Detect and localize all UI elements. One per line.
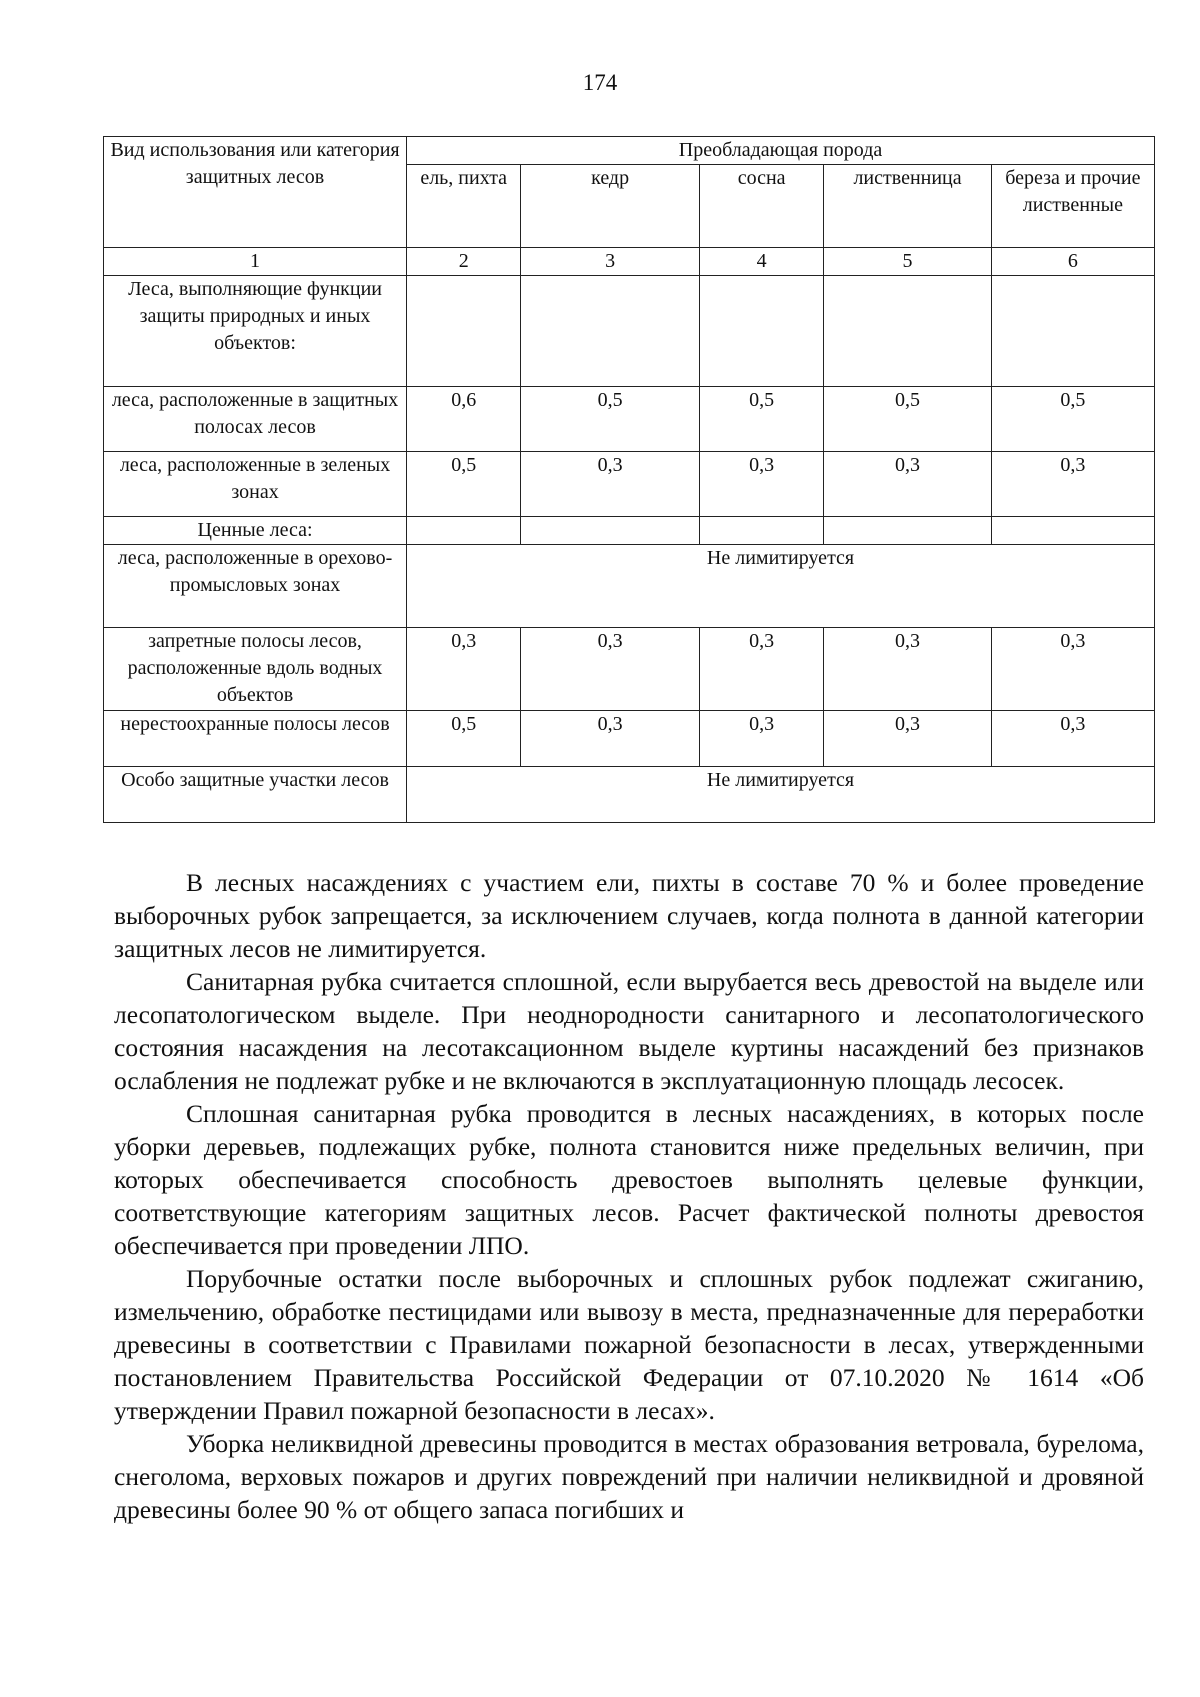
column-number: 6 (991, 248, 1154, 276)
column-number: 3 (521, 248, 700, 276)
table-cell: 0,5 (407, 711, 521, 767)
row-label: Леса, выполняющие функции защиты природных и иных объектов: (104, 276, 407, 387)
paragraph: Санитарная рубка считается сплошной, если вырубается весь древостой на выделе или лесопатологическом выделе. При неоднородности санитарного и лесопатологического состояния насаждения на лесотаксационном выделе куртины насаждений без признаков ослабления не подлежат рубке и не включаются в эксплуатационную площадь лесосек. (114, 967, 1144, 1095)
row-label: леса, расположенные в орехово-промысловых зонах (104, 545, 407, 628)
header-predominant-species: Преобладающая порода (407, 137, 1155, 165)
merged-cell: Не лимитируется (407, 767, 1155, 823)
paragraph: Уборка неликвидной древесины проводится в местах образования ветровала, бурелома, снеголома, верховых пожаров и других повреждений при наличии неликвидной и дровяной древесины более 90 % от общего запаса погибших и (114, 1429, 1144, 1524)
table-cell: 0,3 (521, 452, 700, 517)
row-label: нерестоохранные полосы лесов (104, 711, 407, 767)
table-cell: 0,6 (407, 387, 521, 452)
header-species: сосна (699, 165, 823, 248)
paragraph: Сплошная санитарная рубка проводится в лесных насаждениях, в которых после уборки деревьев, подлежащих рубке, полнота становится ниже предельных величин, при которых обеспечивается способность древостоев выполнять целевые функции, соответствующие категориям защитных лесов. Расчет фактической полноты древостоя обеспечивается при проведении ЛПО. (114, 1099, 1144, 1260)
table-cell: 0,3 (824, 711, 991, 767)
column-number: 1 (104, 248, 407, 276)
table-cell: 0,3 (407, 628, 521, 711)
header-species: кедр (521, 165, 700, 248)
table-row (104, 452, 1155, 517)
header-species: береза и прочие лиственные (991, 165, 1154, 248)
column-number: 4 (699, 248, 823, 276)
table-row (104, 628, 1155, 711)
table-cell: 0,3 (824, 628, 991, 711)
row-label: Ценные леса: (104, 517, 407, 545)
table-cell: 0,3 (991, 452, 1154, 517)
table-cell: 0,3 (824, 452, 991, 517)
forest-density-table (103, 136, 1155, 823)
header-usage-type: Вид использования или категория защитных лесов (104, 137, 407, 248)
column-number: 5 (824, 248, 991, 276)
paragraph: В лесных насаждениях с участием ели, пихты в составе 70 % и более проведение выборочных рубок запрещается, за исключением случаев, когда полнота в данной категории защитных лесов не лимитируется. (114, 868, 1144, 963)
table-cell: 0,3 (521, 628, 700, 711)
table-cell: 0,3 (521, 711, 700, 767)
table-cell: 0,3 (991, 628, 1154, 711)
table-cell: 0,5 (824, 387, 991, 452)
table-row (104, 517, 1155, 545)
table-cell: 0,5 (407, 452, 521, 517)
paragraph: Порубочные остатки после выборочных и сплошных рубок подлежат сжиганию, измельчению, обработке пестицидами или вывозу в места, предназначенные для переработки древесины в соответствии с Правилами пожарной безопасности в лесах, утвержденными постановлением Правительства Российской Федерации от 07.10.2020 № 1614 «Об утверждении Правил пожарной безопасности в лесах». (114, 1264, 1144, 1425)
header-species: лиственница (824, 165, 991, 248)
table-cell: 0,3 (699, 711, 823, 767)
body-text (114, 866, 1144, 1526)
row-label: запретные полосы лесов, расположенные вдоль водных объектов (104, 628, 407, 711)
table-cell: 0,3 (699, 628, 823, 711)
table-cell: 0,3 (991, 711, 1154, 767)
table-row (104, 276, 1155, 387)
table-row (104, 767, 1155, 823)
table-cell: 0,5 (991, 387, 1154, 452)
row-label: леса, расположенные в зеленых зонах (104, 452, 407, 517)
merged-cell: Не лимитируется (407, 545, 1155, 628)
page-number: 174 (582, 70, 618, 95)
table-row (104, 545, 1155, 628)
table-cell: 0,3 (699, 452, 823, 517)
table-cell: 0,5 (699, 387, 823, 452)
table-row (104, 387, 1155, 452)
column-number: 2 (407, 248, 521, 276)
table-cell: 0,5 (521, 387, 700, 452)
row-label: Особо защитные участки лесов (104, 767, 407, 823)
table-row (104, 711, 1155, 767)
header-species: ель, пихта (407, 165, 521, 248)
row-label: леса, расположенные в защитных полосах лесов (104, 387, 407, 452)
